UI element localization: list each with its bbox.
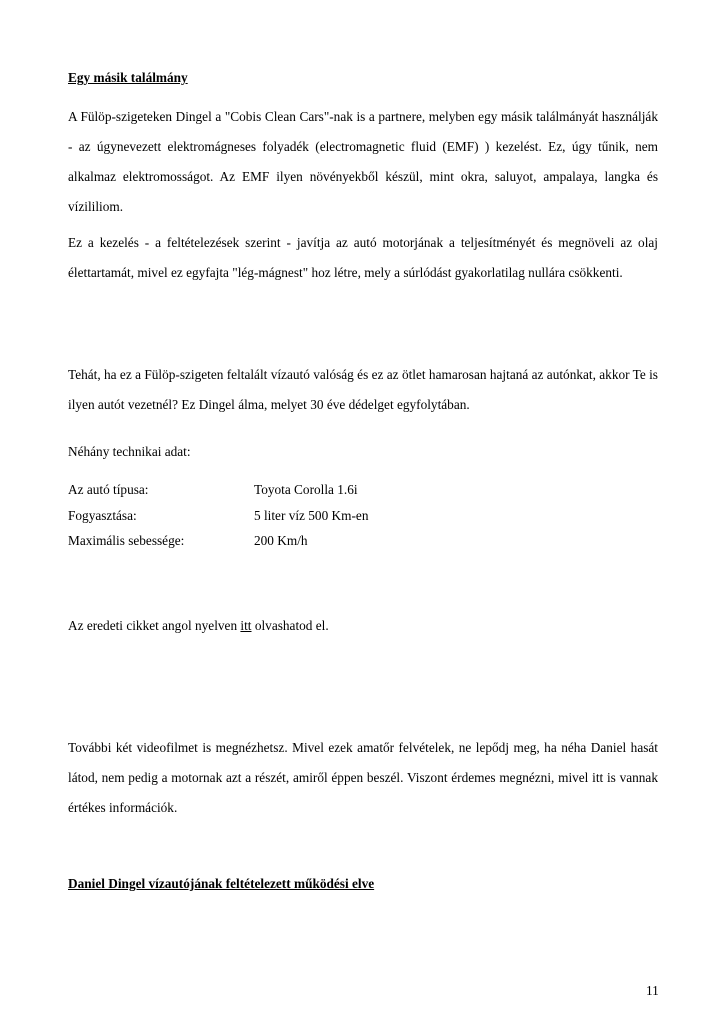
paragraph-emf-treatment: A Fülöp-szigeteken Dingel a "Cobis Clean Cars"-nak is a partnere, melyben egy másik találmányát használják - az úgynevezett elektromágneses folyadék (electromagnetic fluid (EMF) ) kezelést. Ez, úgy tűnik, nem alkalmaz elektromosságot. Az EMF ilyen növényekből készül, mint okra, saluyot, ampalaya, langka és vízililiom.: [68, 109, 658, 214]
original-article-link[interactable]: itt: [240, 618, 252, 633]
section-heading-principle: Daniel Dingel vízautójának feltételezett működési elve: [68, 876, 375, 891]
original-article-sentence: [68, 618, 329, 634]
link-sentence-after: olvashatod el.: [251, 618, 329, 633]
spec-value: 200 Km/h: [254, 533, 308, 548]
link-sentence-before: Az eredeti cikket angol nyelven: [68, 618, 241, 633]
spec-row-car-type: [68, 482, 468, 502]
spec-label: Maximális sebessége:: [68, 533, 185, 548]
paragraph-video-films: További két videofilmet is megnézhetsz. Mivel ezek amatőr felvételek, ne lepődj meg, ha néha Daniel hasát látod, nem pedig a motornak azt a részét, amiről éppen beszél. Viszont érdemes megnézni, mivel itt is vannak értékes információk.: [68, 740, 658, 815]
spec-value: Toyota Corolla 1.6i: [254, 482, 358, 497]
spec-label: Az autó típusa:: [68, 482, 149, 497]
specs-title: Néhány technikai adat:: [68, 444, 191, 459]
spec-value: 5 liter víz 500 Km-en: [254, 508, 369, 523]
paragraph-water-car-dream: Tehát, ha ez a Fülöp-szigeten feltalált vízautó valóság és ez az ötlet hamarosan hajtaná az autónkat, akkor Te is ilyen autót vezetnél? Ez Dingel álma, melyet 30 éve dédelget egyfolytában.: [68, 367, 658, 412]
section-heading-invention: Egy másik találmány: [68, 70, 188, 85]
spec-row-consumption: [68, 508, 468, 528]
page-number: 11: [646, 983, 659, 998]
spec-row-max-speed: [68, 533, 468, 553]
paragraph-air-magnet: Ez a kezelés - a feltételezések szerint - javítja az autó motorjának a teljesítményét és megnöveli az olaj élettartamát, mivel ez egyfajta "lég-mágnest" hoz létre, mely a súrlódást gyakorlatilag nullára csökkenti.: [68, 235, 658, 280]
spec-label: Fogyasztása:: [68, 508, 137, 523]
